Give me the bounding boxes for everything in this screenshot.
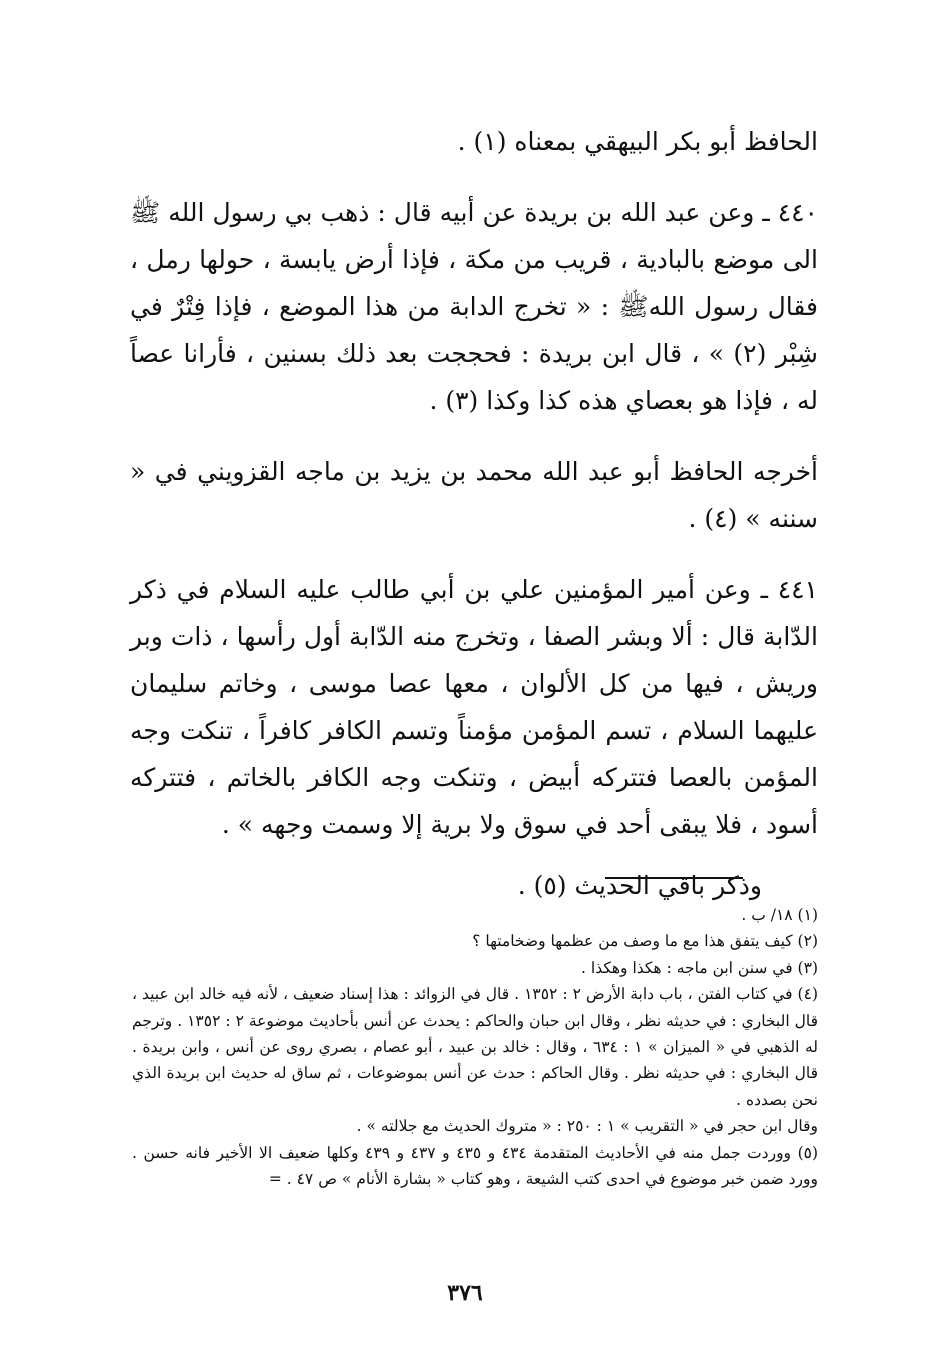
footnote-2: (٢) كيف يتفق هذا مع ما وصف من عظمها وضخامتها ؟: [472, 932, 818, 951]
footnote-1: (١) ١٨/ ب .: [741, 906, 818, 924]
footnotes: [132, 902, 818, 1192]
footnote-separator: [605, 877, 743, 879]
main-text: [130, 118, 818, 909]
footnote-3: (٣) في سنن ابن ماجه : هكذا وهكذا .: [581, 958, 818, 977]
paragraph-hadith-440: ٤٤٠ ـ وعن عبد الله بن بريدة عن أبيه قال : ذهب بي رسول الله ﷺ الى موضع بالبادية ، قريب من مكة ، فإذا أرض يابسة ، حولها رمل ، فقال رسول اللهﷺ : « تخرج الدابة من هذا الموضع ، فإذا فِتْرٌ في شِبْر (٢) » ، قال ابن بريدة : فحججت بعد ذلك بسنين ، فأرانا عصاً له ، فإذا هو بعصاي هذه كذا وكذا (٣) .: [130, 198, 818, 415]
paragraph-1: الحافظ أبو بكر البيهقي بمعناه (١) .: [457, 127, 818, 156]
paragraph-closing: وذكر باقي الحديث (٥) .: [517, 871, 762, 900]
footnote-5: (٥) ووردت جمل منه في الأحاديث المتقدمة ٤٣٤ و ٤٣٥ و ٤٣٧ و ٤٣٩ وكلها ضعيف الا الأخير فانه حسن . وورد ضمن خبر موضوع في احدى كتب الشيعة ، وهو كتاب « بشارة الأنام » ص ٤٧ . =: [132, 1143, 819, 1189]
footnote-4-continued: وقال ابن حجر في « التقريب » ١ : ٢٥٠ : « متروك الحديث مع جلالته » .: [356, 1117, 818, 1136]
paragraph-takhrij: أخرجه الحافظ أبو عبد الله محمد بن يزيد بن ماجه القزويني في « سننه » (٤) .: [130, 457, 818, 533]
page-number: ٣٧٦: [447, 1280, 483, 1306]
paragraph-hadith-441: ٤٤١ ـ وعن أمير المؤمنين علي بن أبي طالب عليه السلام في ذكر الدّابة قال : ألا وبشر الصفا ، وتخرج منه الدّابة أول رأسها ، ذات وبر وريش ، فيها من كل الألوان ، معها عصا موسى ، وخاتم سليمان عليهما السلام ، تسم المؤمن مؤمناً وتسم الكافر كافراً ، تنكت وجه المؤمن بالعصا فتتركه أبيض ، وتنكت وجه الكافر بالخاتم ، فتتركه أسود ، فلا يبقى أحد في سوق ولا برية إلا وسمت وجهه » .: [130, 575, 818, 839]
footnote-4: (٤) في كتاب الفتن ، باب دابة الأرض ٢ : ١٣٥٢ . قال في الزوائد : هذا إسناد ضعيف ، لأنه فيه خالد ابن عبيد ، قال البخاري : في حديثه نظر ، وقال ابن حبان والحاكم : يحدث عن أنس بأحاديث موضوعة ٢ : ١٣٥٢ . وترجم له الذهبي في « الميزان » ١ : ٦٣٤ ، وقال : خالد بن عبيد ، أبو عصام ، بصري روى عن أنس ، وابن بريدة . قال البخاري : في حديثه نظر . وقال الحاكم : حدث عن أنس بموضوعات ، ثم ساق له حديث ابن بريدة الذي نحن بصدده .: [132, 985, 818, 1109]
